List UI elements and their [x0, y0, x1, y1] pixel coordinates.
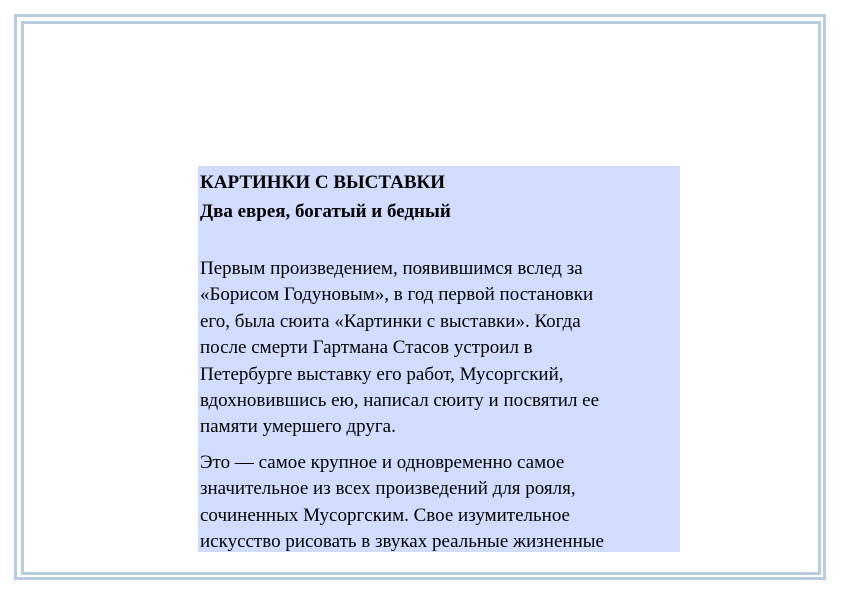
paragraph-line: Первым произведением, появившимся вслед за [200, 258, 583, 279]
paragraph-line: значительное из всех произведений для рояля, [200, 478, 576, 500]
paragraph-line: Петербурге выставку его работ, Мусоргский, [200, 363, 564, 385]
paragraph-line: Это — самое крупное и одновременно самое [200, 451, 565, 473]
paragraph-line: памяти умершего друга. [200, 416, 396, 438]
paragraph-1 [198, 256, 680, 441]
document-title: КАРТИНКИ С ВЫСТАВКИ [200, 172, 446, 193]
paragraph-line: искусство рисовать в звуках реальные жизненные [200, 531, 604, 552]
paragraph-line: после смерти Гартмана Стасов устроил в [200, 337, 533, 359]
text-box [198, 166, 680, 552]
paragraph-2 [198, 450, 680, 552]
paragraph-line: «Борисом Годуновым», в год первой постановки [200, 284, 594, 306]
paragraph-line: сочиненных Мусоргским. Свое изумительное [200, 504, 570, 526]
paragraph-line: его, была сюита «Картинки с выставки». Когда [200, 310, 581, 332]
paragraph-line: вдохновившись ею, написал сюиту и посвятил ее [200, 390, 600, 412]
document-subtitle: Два еврея, богатый и бедный [200, 201, 451, 222]
